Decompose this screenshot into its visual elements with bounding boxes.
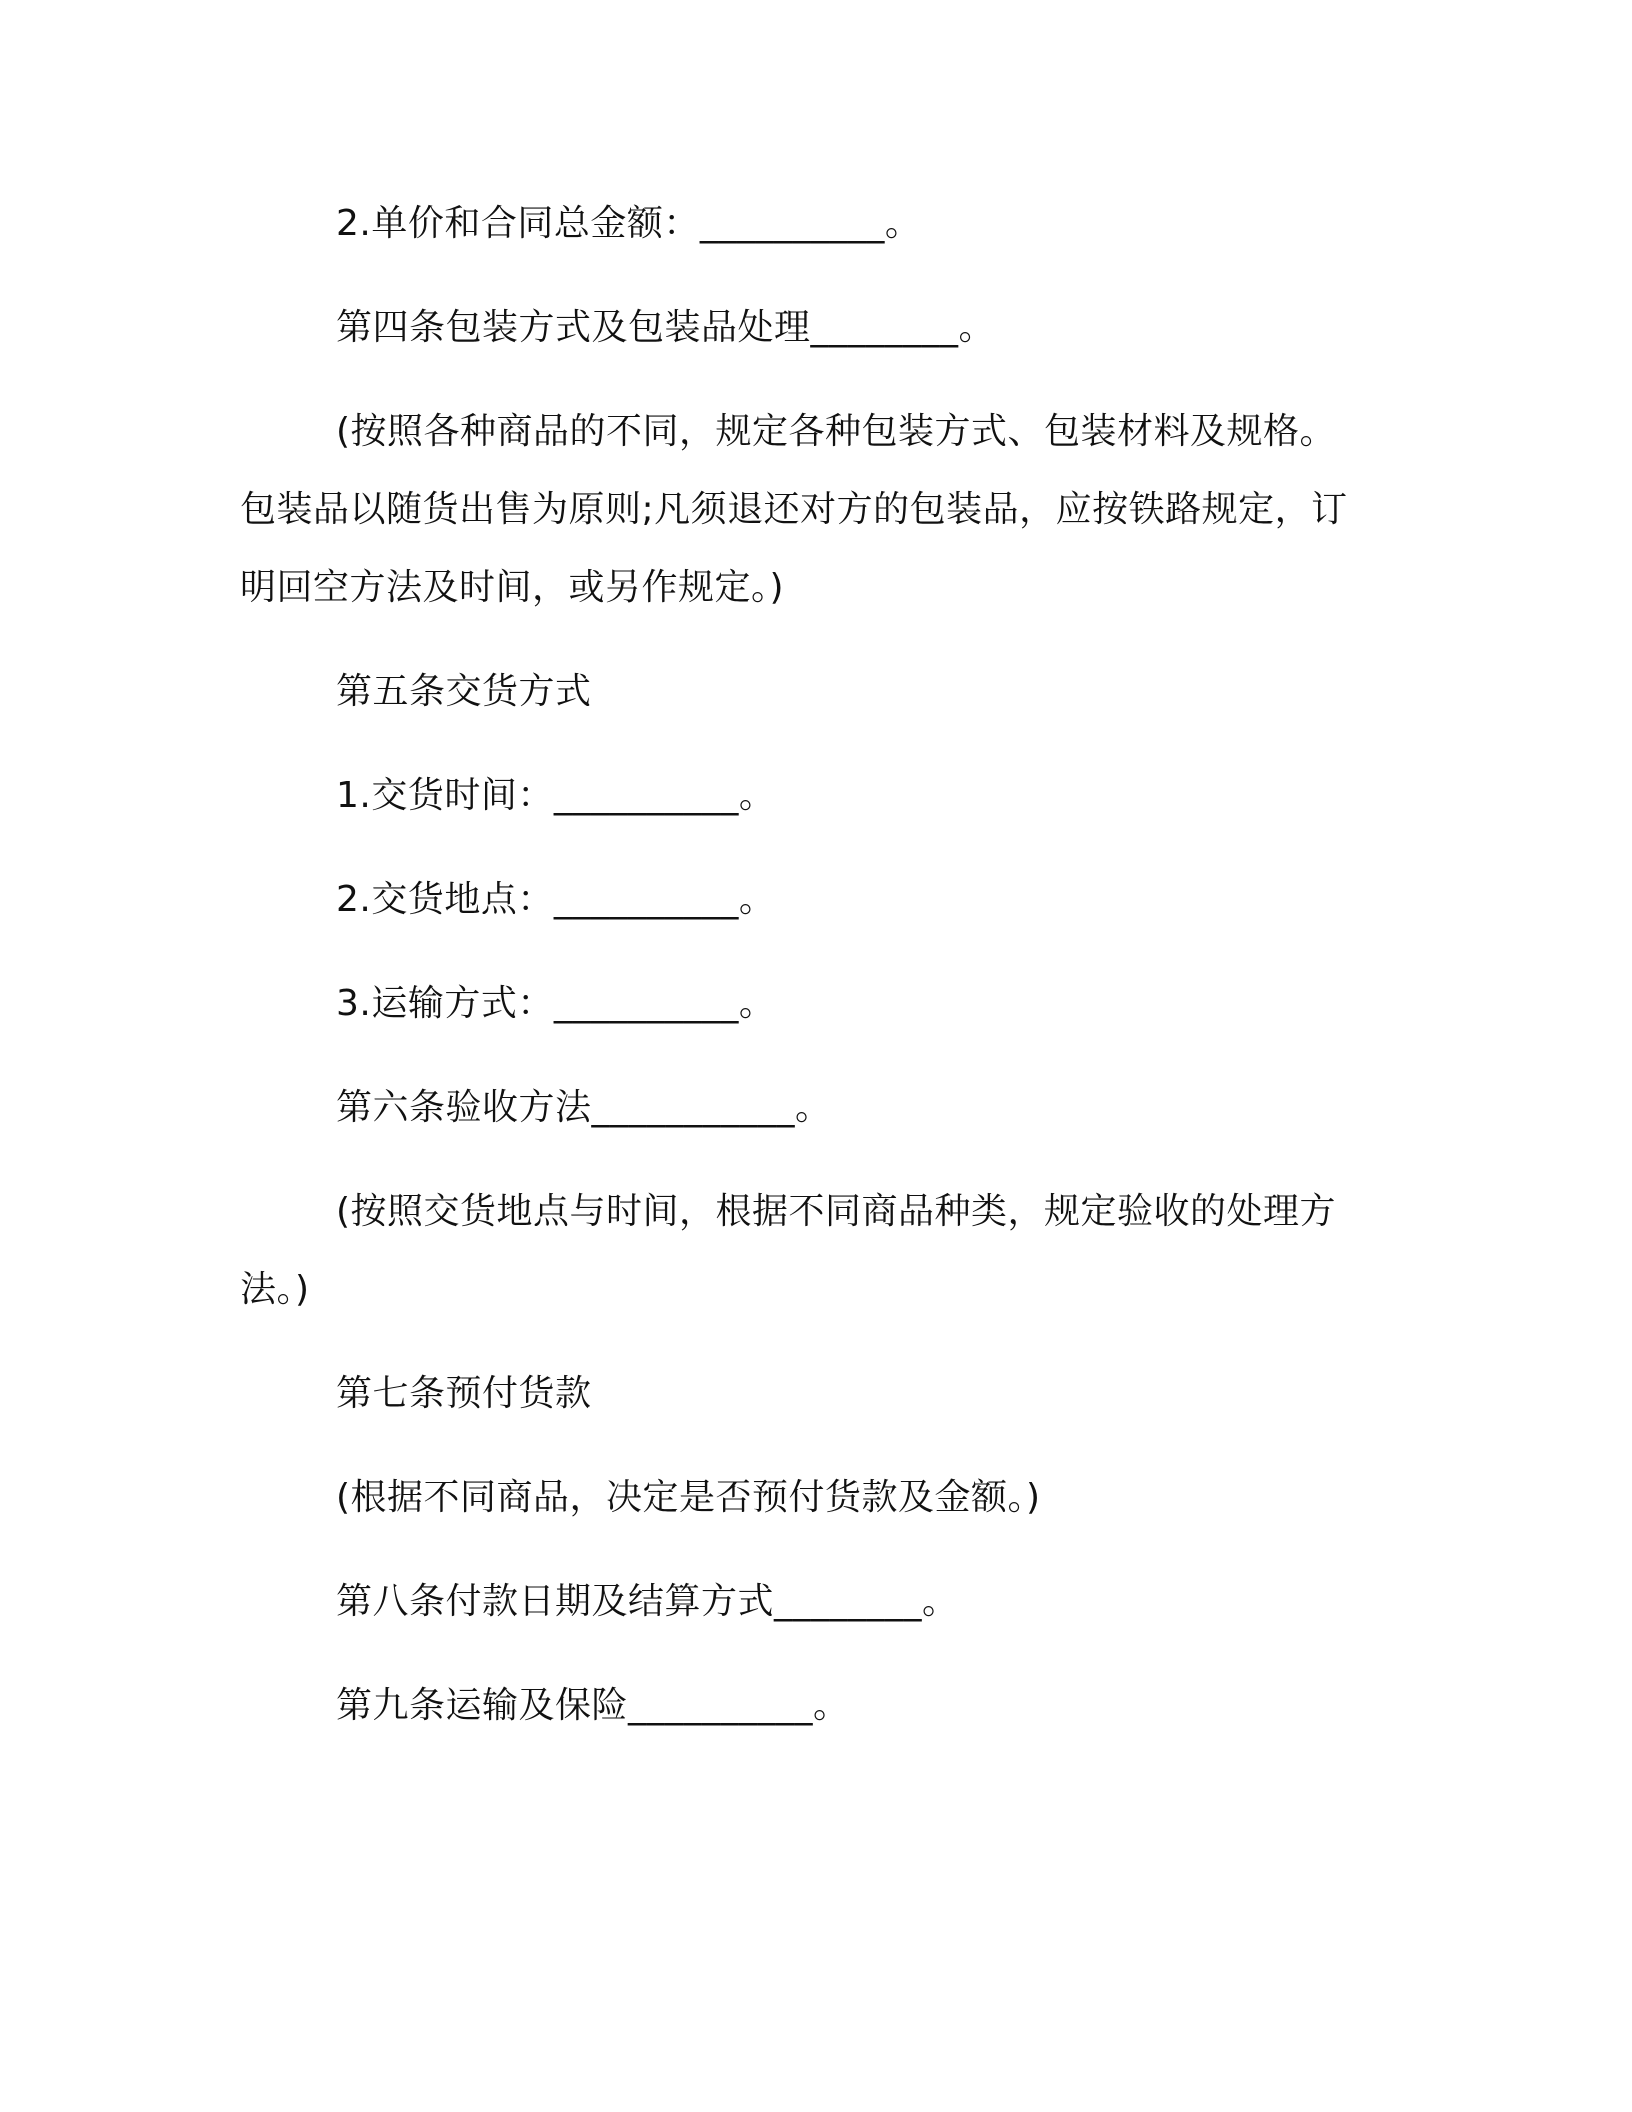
clause-6-acceptance: 第六条验收方法___________。: [336, 1087, 832, 1128]
clause-5-transport: 3.运输方式：__________。: [336, 983, 776, 1024]
clause-9-transport-insurance: 第九条运输及保险__________。: [336, 1685, 850, 1726]
clause-unit-price-total: 2.单价和合同总金额：__________。: [336, 203, 922, 244]
clause-7-note: (根据不同商品，决定是否预付货款及金额。): [336, 1477, 1041, 1518]
clause-5-delivery: 第五条交货方式: [336, 671, 592, 712]
clause-5-delivery-time: 1.交货时间：__________。: [336, 775, 776, 816]
document-body: [240, 185, 1370, 1745]
clause-5-delivery-place: 2.交货地点：__________。: [336, 879, 776, 920]
clause-4-packaging: 第四条包装方式及包装品处理________。: [336, 307, 996, 348]
clause-4-note: (按照各种商品的不同，规定各种包装方式、包装材料及规格。包装品以随货出售为原则;凡须退还对方的包装品，应按铁路规定，订明回空方法及时间，或另作规定。): [240, 411, 1348, 608]
clause-7-prepayment: 第七条预付货款: [336, 1373, 592, 1414]
clause-6-note: (按照交货地点与时间，根据不同商品种类，规定验收的处理方法。): [240, 1191, 1337, 1310]
clause-8-payment: 第八条付款日期及结算方式________。: [336, 1581, 959, 1622]
